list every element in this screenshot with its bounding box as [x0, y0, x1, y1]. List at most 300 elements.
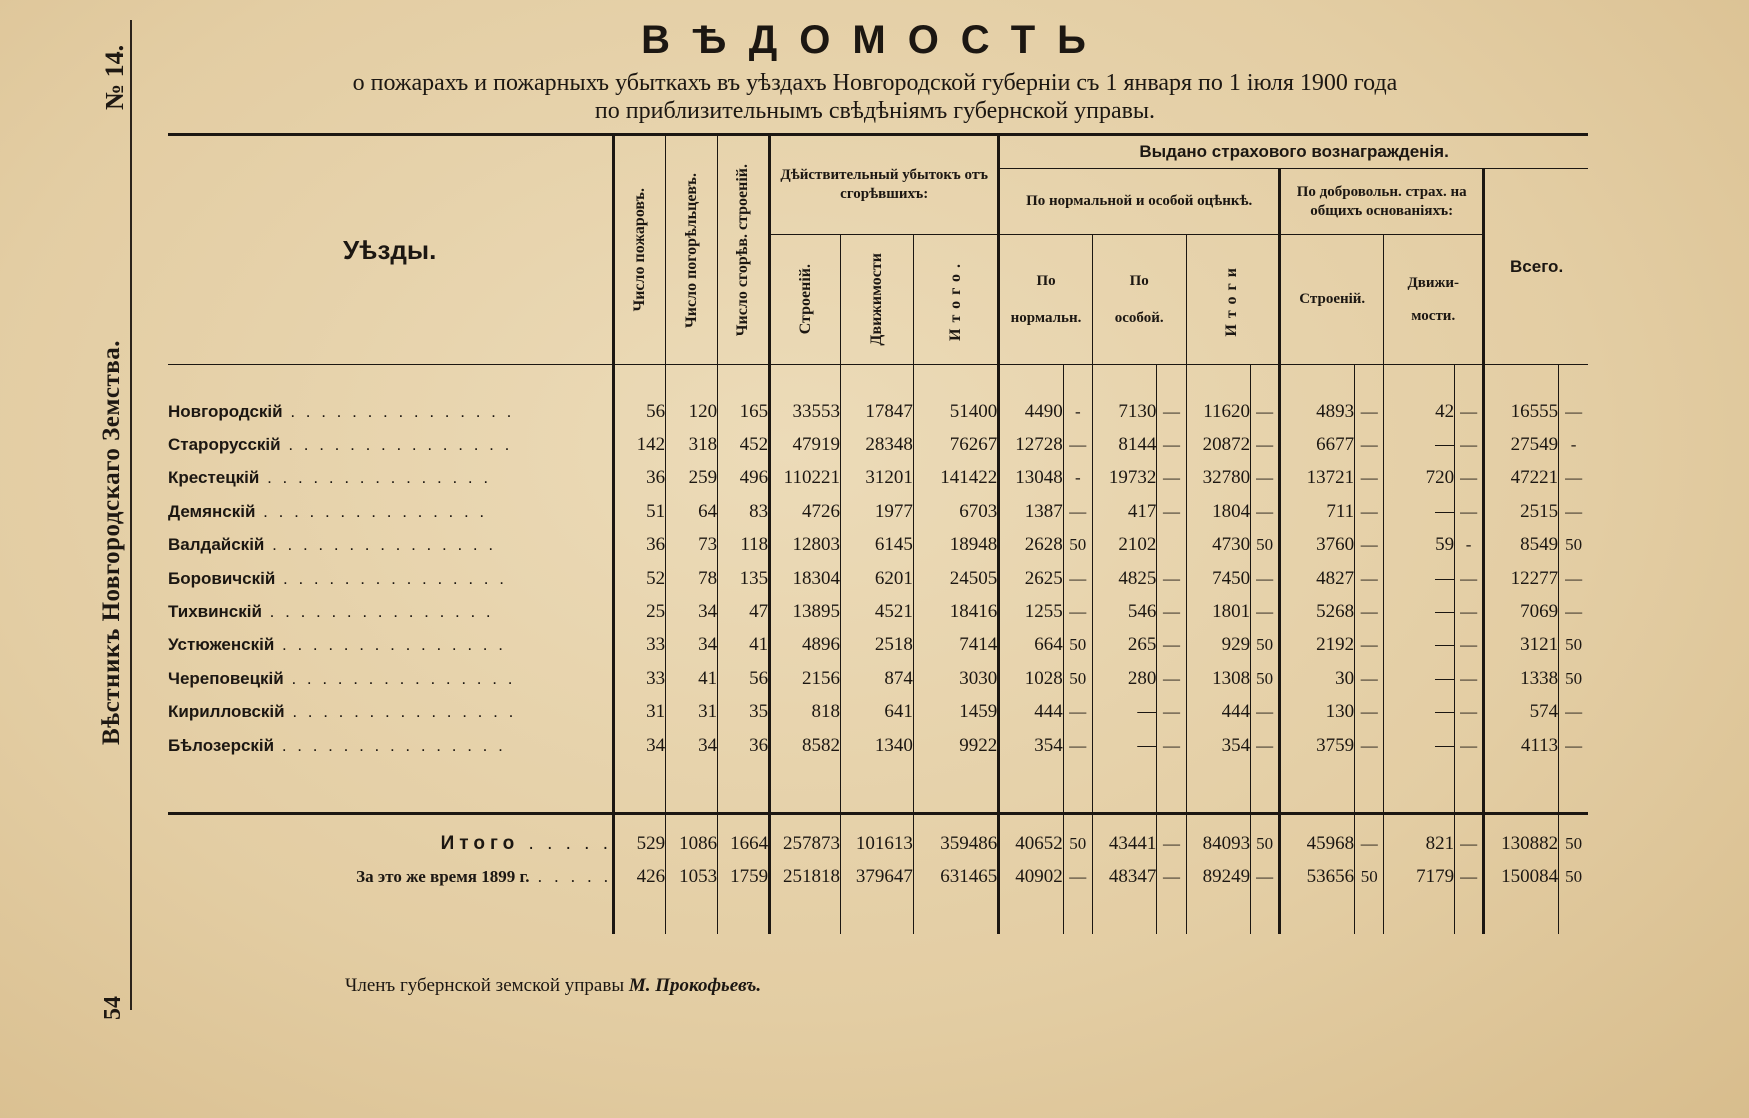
header-normal-special: По нормальной и особой оцѣнкѣ. [999, 169, 1280, 235]
cell-total: 8549 [1484, 529, 1559, 562]
cell-ns-t: 444 [1186, 696, 1251, 729]
cell-ns-t: 1308 [1186, 662, 1251, 695]
cell-total: 3121 [1484, 629, 1559, 662]
header-vol-buildings: Строеній. [1280, 235, 1384, 365]
cell-buildings: 118 [718, 529, 770, 562]
district-name: Тихвинскій [168, 602, 262, 622]
cell-victims: 259 [666, 462, 718, 495]
cell-spec: 546 [1092, 595, 1157, 628]
cell-buildings: 56 [718, 662, 770, 695]
cell-vol-b: 3759 [1280, 729, 1355, 762]
cell-norm-k: 50 [1063, 529, 1092, 562]
header-by-special: По особой. [1092, 235, 1186, 365]
cell-fires: 51 [614, 495, 666, 528]
table-row [168, 662, 1588, 695]
cell-loss-b: 13895 [770, 595, 841, 628]
cell-loss-t: 24505 [913, 562, 998, 595]
cell-vol-m: — [1384, 562, 1455, 595]
header-loss-total: Итого. [913, 235, 998, 365]
header-fires: Число пожаровъ. [614, 135, 666, 365]
header-loss-buildings: Строеній. [770, 235, 841, 365]
district-name: Боровичскій [168, 568, 276, 588]
table-row [168, 629, 1588, 662]
header-voluntary: По добровольн. страх. на общихъ основаніяхъ: [1280, 169, 1484, 235]
district-name: Новгородскій [168, 401, 283, 421]
cell-spec: 19732 [1092, 462, 1157, 495]
row-name: Кирилловскій . . . . . . . . . . . . . . . [168, 702, 517, 722]
cell-vol-b-k: — [1355, 562, 1384, 595]
cell-total-k: — [1559, 395, 1588, 428]
cell-ns-t-k: — [1251, 595, 1280, 628]
cell-spec-k: — [1157, 729, 1186, 762]
cell-total: 47221 [1484, 462, 1559, 495]
cell-ns-t-k: — [1251, 562, 1280, 595]
cell-fires: 36 [614, 529, 666, 562]
cell-buildings: 35 [718, 696, 770, 729]
cell-vol-m-k: — [1455, 729, 1484, 762]
cell-norm-k: 50 [1063, 662, 1092, 695]
cell-total: 150084 [1484, 861, 1559, 894]
cell-loss-b: 257873 [770, 827, 841, 860]
cell-fires: 34 [614, 729, 666, 762]
cell-total-k: 50 [1559, 827, 1588, 860]
cell-vol-m-k: — [1455, 861, 1484, 894]
cell-vol-m-k: — [1455, 662, 1484, 695]
cell-ns-t: 84093 [1186, 827, 1251, 860]
cell-vol-m: 720 [1384, 462, 1455, 495]
row-name: Старорусскій . . . . . . . . . . . . . . . [168, 435, 513, 455]
cell-vol-b-k: — [1355, 495, 1384, 528]
cell-ns-t-k: 50 [1251, 529, 1280, 562]
row-name: Боровичскій . . . . . . . . . . . . . . . [168, 568, 507, 588]
journal-title: Вѣстникъ Новгородскаго Земства. [98, 339, 125, 745]
signature-line [345, 975, 761, 997]
cell-norm: 1387 [999, 495, 1064, 528]
header-uezdy: Уѣзды. [168, 135, 614, 365]
cell-total-k: — [1559, 696, 1588, 729]
cell-loss-t: 631465 [913, 861, 998, 894]
page-number: 54 [100, 996, 126, 1020]
cell-total-k: 50 [1559, 529, 1588, 562]
subtitle-line-1: о пожарахъ и пожарныхъ убыткахъ въ уѣздахъ Новгородской губерніи съ 1 января по 1 іюля 1900 года [352, 70, 1398, 96]
cell-vol-m-k: — [1455, 827, 1484, 860]
header-loss-movables: Движимости [840, 235, 913, 365]
cell-vol-b: 5268 [1280, 595, 1355, 628]
cell-vol-b: 711 [1280, 495, 1355, 528]
district-name: Старорусскій [168, 435, 281, 455]
cell-victims: 78 [666, 562, 718, 595]
cell-spec: — [1092, 696, 1157, 729]
cell-ns-t-k: 50 [1251, 662, 1280, 695]
cell-spec-k: — [1157, 495, 1186, 528]
cell-ns-t-k: — [1251, 495, 1280, 528]
cell-spec: — [1092, 729, 1157, 762]
cell-norm-k: — [1063, 562, 1092, 595]
cell-total: 27549 [1484, 428, 1559, 461]
district-name: Крестецкій [168, 468, 260, 488]
cell-loss-t: 51400 [913, 395, 998, 428]
cell-loss-t: 6703 [913, 495, 998, 528]
row-name: За это же время 1899 г. . . . . . [356, 867, 613, 887]
cell-vol-m: — [1384, 696, 1455, 729]
district-name: Демянскій [168, 501, 256, 521]
header-actual-loss: Дѣйствительный убытокъ отъ сгорѣвшихъ: [770, 135, 999, 235]
cell-vol-m-k: — [1455, 595, 1484, 628]
cell-spec: 2102 [1092, 529, 1157, 562]
cell-fires: 33 [614, 629, 666, 662]
cell-norm: 40902 [999, 861, 1064, 894]
cell-loss-b: 33553 [770, 395, 841, 428]
cell-spec: 7130 [1092, 395, 1157, 428]
cell-victims: 41 [666, 662, 718, 695]
cell-ns-t: 4730 [1186, 529, 1251, 562]
cell-fires: 36 [614, 462, 666, 495]
end-row [168, 894, 1588, 934]
cell-loss-b: 47919 [770, 428, 841, 461]
cell-vol-b-k: — [1355, 629, 1384, 662]
cell-total-k: 50 [1559, 629, 1588, 662]
cell-loss-t: 9922 [913, 729, 998, 762]
cell-loss-m: 17847 [840, 395, 913, 428]
cell-loss-b: 110221 [770, 462, 841, 495]
cell-total: 1338 [1484, 662, 1559, 695]
cell-ns-t-k: — [1251, 395, 1280, 428]
cell-spec-k: — [1157, 629, 1186, 662]
cell-loss-m: 101613 [840, 827, 913, 860]
cell-loss-b: 12803 [770, 529, 841, 562]
cell-norm-k: — [1063, 861, 1092, 894]
cell-total: 130882 [1484, 827, 1559, 860]
cell-buildings: 47 [718, 595, 770, 628]
cell-loss-m: 641 [840, 696, 913, 729]
cell-vol-b: 6677 [1280, 428, 1355, 461]
cell-victims: 1053 [666, 861, 718, 894]
cell-fires: 25 [614, 595, 666, 628]
cell-spec: 8144 [1092, 428, 1157, 461]
total-row [168, 827, 1588, 860]
cell-vol-m-k: — [1455, 462, 1484, 495]
row-name: Тихвинскій . . . . . . . . . . . . . . . [168, 602, 494, 622]
cell-vol-m: — [1384, 729, 1455, 762]
fire-statistics-table [168, 133, 1588, 934]
table-row [168, 696, 1588, 729]
cell-buildings: 1759 [718, 861, 770, 894]
cell-loss-m: 1977 [840, 495, 913, 528]
cell-vol-m: — [1384, 662, 1455, 695]
cell-spec-k: — [1157, 562, 1186, 595]
cell-ns-t-k: 50 [1251, 827, 1280, 860]
cell-victims: 73 [666, 529, 718, 562]
row-name: Бѣлозерскій . . . . . . . . . . . . . . . [168, 735, 506, 755]
cell-norm: 4490 [999, 395, 1064, 428]
cell-loss-b: 8582 [770, 729, 841, 762]
cell-loss-t: 18416 [913, 595, 998, 628]
cell-norm: 13048 [999, 462, 1064, 495]
cell-vol-b-k: 50 [1355, 861, 1384, 894]
cell-victims: 34 [666, 729, 718, 762]
table-row [168, 562, 1588, 595]
gap-row [168, 762, 1588, 814]
cell-loss-t: 141422 [913, 462, 998, 495]
cell-norm: 664 [999, 629, 1064, 662]
cell-buildings: 1664 [718, 827, 770, 860]
cell-norm-k: 50 [1063, 827, 1092, 860]
cell-vol-b-k: — [1355, 696, 1384, 729]
total-label: Итого [440, 832, 520, 854]
cell-vol-b-k: — [1355, 595, 1384, 628]
row-name: Новгородскій . . . . . . . . . . . . . . . [168, 401, 515, 421]
row-name: Устюженскій . . . . . . . . . . . . . . . [168, 635, 506, 655]
cell-fires: 529 [614, 827, 666, 860]
district-name: Бѣлозерскій [168, 735, 275, 755]
prev-year-label: За это же время 1899 г. [356, 867, 530, 887]
cell-total-k: - [1559, 428, 1588, 461]
cell-norm-k: — [1063, 729, 1092, 762]
cell-ns-t: 32780 [1186, 462, 1251, 495]
cell-ns-t-k: — [1251, 462, 1280, 495]
cell-vol-b: 45968 [1280, 827, 1355, 860]
cell-norm-k: — [1063, 696, 1092, 729]
cell-fires: 426 [614, 861, 666, 894]
cell-spec: 265 [1092, 629, 1157, 662]
cell-total-k: — [1559, 462, 1588, 495]
cell-vol-b-k: — [1355, 462, 1384, 495]
cell-buildings: 41 [718, 629, 770, 662]
cell-vol-m: 821 [1384, 827, 1455, 860]
cell-vol-b: 4827 [1280, 562, 1355, 595]
signature-name: М. Прокофьевъ. [628, 975, 762, 996]
table-row [168, 595, 1588, 628]
cell-fires: 31 [614, 696, 666, 729]
cell-spec-k: — [1157, 696, 1186, 729]
cell-total-k: — [1559, 562, 1588, 595]
cell-total: 12277 [1484, 562, 1559, 595]
margin-rule [130, 20, 132, 1010]
cell-victims: 318 [666, 428, 718, 461]
cell-loss-b: 251818 [770, 861, 841, 894]
cell-vol-m: 7179 [1384, 861, 1455, 894]
cell-loss-m: 31201 [840, 462, 913, 495]
cell-loss-b: 18304 [770, 562, 841, 595]
district-name: Валдайскій [168, 535, 265, 555]
cell-loss-t: 1459 [913, 696, 998, 729]
cell-norm-k: - [1063, 462, 1092, 495]
cell-norm-k: 50 [1063, 629, 1092, 662]
cell-loss-m: 6145 [840, 529, 913, 562]
cell-loss-m: 379647 [840, 861, 913, 894]
cell-vol-m-k: — [1455, 395, 1484, 428]
cell-total: 16555 [1484, 395, 1559, 428]
cell-loss-t: 359486 [913, 827, 998, 860]
cell-vol-m: — [1384, 495, 1455, 528]
table-row [168, 729, 1588, 762]
cell-spec: 43441 [1092, 827, 1157, 860]
cell-vol-m-k: — [1455, 696, 1484, 729]
cell-buildings: 135 [718, 562, 770, 595]
district-name: Устюженскій [168, 635, 275, 655]
cell-vol-b-k: — [1355, 662, 1384, 695]
cell-vol-m: — [1384, 595, 1455, 628]
cell-norm: 40652 [999, 827, 1064, 860]
cell-loss-b: 2156 [770, 662, 841, 695]
cell-vol-m: 59 [1384, 529, 1455, 562]
cell-loss-b: 818 [770, 696, 841, 729]
cell-total-k: 50 [1559, 861, 1588, 894]
table-row [168, 495, 1588, 528]
row-name: Итого . . . . . [440, 832, 613, 854]
cell-vol-b: 3760 [1280, 529, 1355, 562]
cell-victims: 34 [666, 629, 718, 662]
total-separator [168, 814, 1588, 828]
cell-victims: 120 [666, 395, 718, 428]
cell-ns-t: 7450 [1186, 562, 1251, 595]
cell-vol-b-k: — [1355, 395, 1384, 428]
cell-spec: 48347 [1092, 861, 1157, 894]
row-name: Демянскій . . . . . . . . . . . . . . . [168, 501, 488, 521]
cell-spec-k: — [1157, 595, 1186, 628]
cell-spec-k [1157, 529, 1186, 562]
cell-loss-t: 18948 [913, 529, 998, 562]
cell-ns-t-k: — [1251, 696, 1280, 729]
table-row [168, 395, 1588, 428]
cell-ns-t-k: — [1251, 729, 1280, 762]
row-name: Крестецкій . . . . . . . . . . . . . . . [168, 468, 492, 488]
cell-spec: 280 [1092, 662, 1157, 695]
cell-spec-k: — [1157, 662, 1186, 695]
cell-ns-t: 929 [1186, 629, 1251, 662]
cell-loss-t: 76267 [913, 428, 998, 461]
cell-vol-m-k: — [1455, 428, 1484, 461]
cell-vol-m-k: — [1455, 562, 1484, 595]
cell-norm-k: — [1063, 428, 1092, 461]
cell-vol-m: 42 [1384, 395, 1455, 428]
cell-norm: 1255 [999, 595, 1064, 628]
cell-vol-b: 30 [1280, 662, 1355, 695]
cell-buildings: 452 [718, 428, 770, 461]
cell-spec-k: — [1157, 462, 1186, 495]
cell-victims: 64 [666, 495, 718, 528]
cell-buildings: 83 [718, 495, 770, 528]
cell-vol-m: — [1384, 428, 1455, 461]
header-buildings-burned: Число сгорѣв. строеній. [718, 135, 770, 365]
cell-vol-b-k: — [1355, 827, 1384, 860]
cell-total-k: — [1559, 595, 1588, 628]
cell-norm: 444 [999, 696, 1064, 729]
row-name: Череповецкій . . . . . . . . . . . . . . . [168, 668, 516, 688]
cell-ns-t-k: 50 [1251, 629, 1280, 662]
cell-vol-b: 13721 [1280, 462, 1355, 495]
issue-number: № 14. [100, 44, 129, 110]
cell-total: 2515 [1484, 495, 1559, 528]
header-ns-total: Итоги [1186, 235, 1280, 365]
cell-ns-t: 20872 [1186, 428, 1251, 461]
cell-ns-t-k: — [1251, 428, 1280, 461]
cell-norm: 12728 [999, 428, 1064, 461]
cell-loss-m: 1340 [840, 729, 913, 762]
cell-victims: 1086 [666, 827, 718, 860]
district-name: Череповецкій [168, 668, 284, 688]
cell-loss-b: 4726 [770, 495, 841, 528]
cell-spec-k: — [1157, 395, 1186, 428]
cell-total-k: 50 [1559, 662, 1588, 695]
header-victims: Число погорѣльцевъ. [666, 135, 718, 365]
cell-norm: 2625 [999, 562, 1064, 595]
cell-spec: 4825 [1092, 562, 1157, 595]
prev-year-row [168, 861, 1588, 894]
header-insurance-issued: Выдано страхового вознагражденія. [999, 135, 1588, 169]
document-title: ВѢДОМОСТЬ [641, 18, 1108, 62]
cell-loss-m: 4521 [840, 595, 913, 628]
cell-vol-b-k: — [1355, 529, 1384, 562]
cell-loss-b: 4896 [770, 629, 841, 662]
cell-loss-m: 2518 [840, 629, 913, 662]
cell-vol-m: — [1384, 629, 1455, 662]
cell-spec-k: — [1157, 428, 1186, 461]
cell-loss-m: 874 [840, 662, 913, 695]
cell-vol-b: 53656 [1280, 861, 1355, 894]
cell-ns-t: 89249 [1186, 861, 1251, 894]
cell-vol-b-k: — [1355, 729, 1384, 762]
cell-norm-k: — [1063, 495, 1092, 528]
cell-ns-t-k: — [1251, 861, 1280, 894]
cell-norm: 354 [999, 729, 1064, 762]
cell-total: 4113 [1484, 729, 1559, 762]
cell-vol-b: 4893 [1280, 395, 1355, 428]
cell-total-k: — [1559, 495, 1588, 528]
cell-vol-m-k: - [1455, 529, 1484, 562]
cell-victims: 34 [666, 595, 718, 628]
cell-norm-k: — [1063, 595, 1092, 628]
cell-loss-t: 3030 [913, 662, 998, 695]
cell-loss-m: 28348 [840, 428, 913, 461]
cell-loss-t: 7414 [913, 629, 998, 662]
header-vol-movables: Движи- мости. [1384, 235, 1484, 365]
signature-title: Членъ губернской земской управы [345, 975, 625, 996]
cell-ns-t: 1804 [1186, 495, 1251, 528]
cell-loss-m: 6201 [840, 562, 913, 595]
cell-norm: 1028 [999, 662, 1064, 695]
cell-total-k: — [1559, 729, 1588, 762]
cell-vol-m-k: — [1455, 629, 1484, 662]
cell-spec-k: — [1157, 861, 1186, 894]
cell-ns-t: 11620 [1186, 395, 1251, 428]
cell-ns-t: 354 [1186, 729, 1251, 762]
cell-fires: 56 [614, 395, 666, 428]
cell-vol-b: 130 [1280, 696, 1355, 729]
cell-spec-k: — [1157, 827, 1186, 860]
cell-vol-b-k: — [1355, 428, 1384, 461]
cell-norm-k: - [1063, 395, 1092, 428]
cell-buildings: 36 [718, 729, 770, 762]
header-grand-total: Всего. [1484, 169, 1588, 365]
subtitle-line-2: по приблизительнымъ свѣдѣніямъ губернской управы. [594, 98, 1156, 124]
table-row [168, 529, 1588, 562]
cell-total: 7069 [1484, 595, 1559, 628]
cell-spec: 417 [1092, 495, 1157, 528]
cell-norm: 2628 [999, 529, 1064, 562]
cell-total: 574 [1484, 696, 1559, 729]
district-name: Кирилловскій [168, 702, 285, 722]
row-name: Валдайскій . . . . . . . . . . . . . . . [168, 535, 497, 555]
header-by-normal: По нормальн. [999, 235, 1093, 365]
cell-victims: 31 [666, 696, 718, 729]
table-row [168, 462, 1588, 495]
table-row [168, 428, 1588, 461]
cell-buildings: 165 [718, 395, 770, 428]
cell-buildings: 496 [718, 462, 770, 495]
spacer-row [168, 365, 1588, 396]
cell-fires: 33 [614, 662, 666, 695]
